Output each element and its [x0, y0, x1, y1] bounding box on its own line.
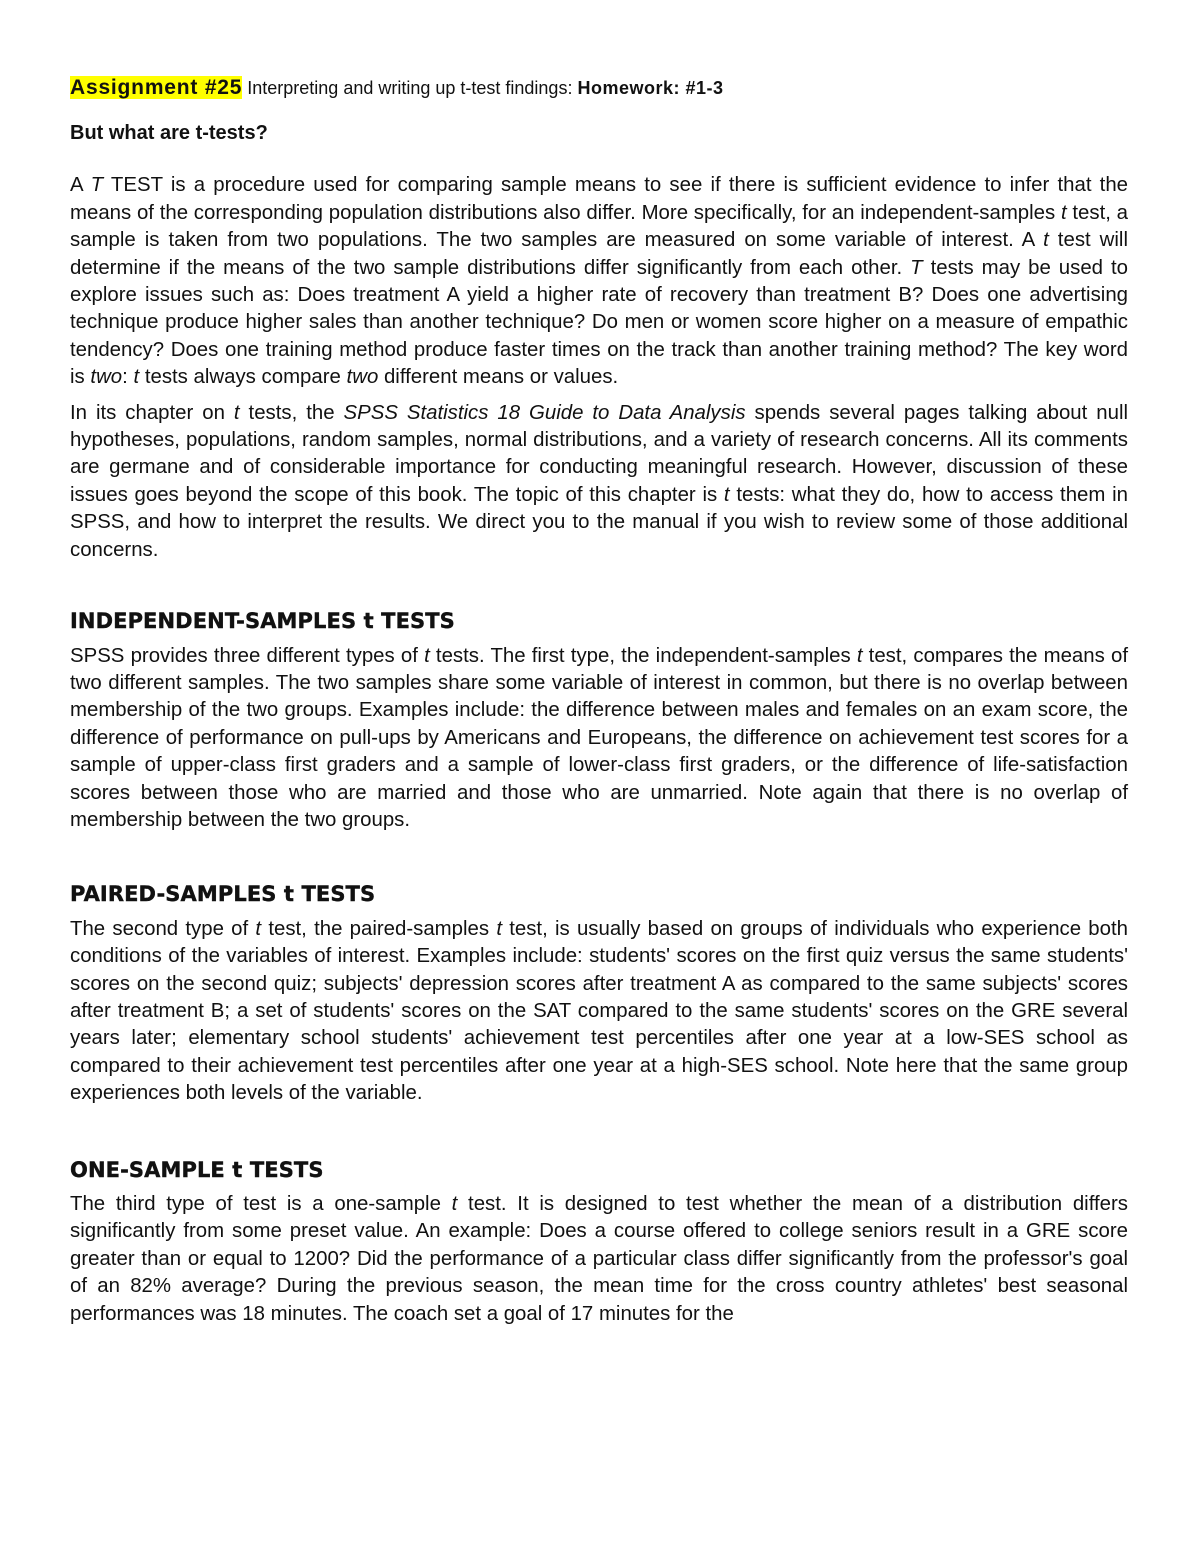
one-sample-paragraph [70, 1191, 1128, 1328]
text-run-italic: t [133, 366, 140, 389]
text-run: tests always compare [139, 366, 347, 389]
heading-one-sample: ONE-SAMPLE t TESTS [70, 1157, 324, 1182]
text-run-italic: t [424, 644, 430, 667]
homework-label: Homework: #1-3 [577, 78, 724, 98]
text-run: test, a sample is taken from two populations. The two samples are measured on some variable of interest. A [70, 201, 1129, 252]
assignment-label: Assignment #25 [70, 76, 243, 99]
text-run: tests, the [239, 401, 344, 424]
text-run: test, is usually based on groups of individuals who experience both conditions of the variables of interest. Examples include: students' scores on the first quiz versus the same students' scores on the second quiz; subjects' depression scores after treatment A as compared to the same subjects' scores after treatment B; a set of students' scores on the SAT compared to the same students' scores on the GRE several years later; elementary school students' achievement test percentiles after one year at a low-SES school as compared to their achievement test percentiles after one year at a high-SES school. Note here that the same group experiences both levels of the variable. [70, 917, 1128, 1105]
text-run: SPSS provides three different types of [70, 644, 425, 667]
text-run-italic: t [496, 917, 502, 940]
text-run: TEST is a procedure used for comparing sample means to see if there is sufficient evidence to infer that the means of the corresponding population distributions also differ. More specifically, for an independent-samples [70, 174, 1128, 224]
text-run: tests may be used to explore issues such as: Does treatment A yield a higher rate of recovery than treatment B? Does one advertising technique produce higher sales than another technique? Do men or women score higher on a measure of empathic tendency? Does one training method produce faster times on the track than another training method? The key word is [70, 256, 1128, 389]
text-run: In its chapter on [70, 401, 234, 424]
paired-samples-paragraph [70, 916, 1128, 1108]
intro-paragraph-1 [70, 172, 1128, 391]
text-run-italic: t [723, 483, 730, 506]
text-run: A [70, 174, 91, 197]
intro-paragraph-2 [70, 400, 1128, 564]
text-run-italic: two [346, 366, 379, 389]
assignment-title: Interpreting and writing up t-test findings: [242, 78, 578, 98]
text-run: tests. The first type, the independent-samples [429, 644, 857, 667]
text-run: : [122, 366, 134, 389]
text-run: different means or values. [378, 366, 619, 389]
heading-paired-samples: PAIRED-SAMPLES t TESTS [70, 882, 376, 907]
text-run-italic: T [910, 256, 923, 279]
assignment-header [70, 74, 1128, 102]
text-run: test will determine if the means of the two sample distributions differ significantly from each other. [70, 229, 1128, 279]
text-run-italic: t [255, 917, 262, 940]
book-title: SPSS Statistics 18 Guide to Data Analysis [343, 401, 746, 424]
text-run: spends several pages talking about null hypotheses, populations, random samples, normal distributions, and a variety of research concerns. All its comments are germane and of considerable importance for conducting meaningful research. However, discussion of these issues goes beyond the scope of this book. The topic of this chapter is [70, 401, 1128, 506]
text-run: test. It is designed to test whether the mean of a distribution differs significantly from some preset value. An example: Does a course offered to college seniors result in a GRE score greater than or equal to 1200? Did the performance of a particular class differ significantly from the professor's goal of an 82% average? During the previous season, the mean time for the cross country athletes' best seasonal performances was 18 minutes. The coach set a goal of 17 minutes for the [70, 1193, 1128, 1325]
document-page [70, 74, 1128, 1336]
text-run: The second type of [70, 917, 256, 940]
heading-independent-samples: INDEPENDENT-SAMPLES t TESTS [70, 609, 455, 634]
text-run: tests: what they do, how to access them in SPSS, and how to interpret the results. We direct you to the manual if you wish to review some of those additional concerns. [70, 483, 1128, 561]
text-run-italic: t [1060, 201, 1067, 224]
text-run-italic: t [856, 644, 863, 667]
text-run: test, compares the means of two different samples. The two samples share some variable of interest in common, but there is no overlap between membership of the two groups. Examples include: the difference between males and females on an exam score, the difference of performance on pull-ups by Americans and Europeans, the difference on achievement test scores for a sample of upper-class first graders and a sample of lower-class first graders, or the difference of life-satisfaction scores between those who are married and those who are unmarried. Note again that there is no overlap of membership between the two groups. [70, 644, 1128, 831]
section-question: But what are t-tests? [70, 122, 268, 144]
text-run-italic: t [1043, 229, 1049, 252]
text-run-italic: T [90, 174, 104, 197]
text-run-italic: t [451, 1193, 458, 1215]
text-run: test, the paired-samples [261, 917, 497, 940]
text-run: The third type of test is a one-sample [70, 1193, 452, 1215]
independent-samples-paragraph [70, 643, 1128, 835]
text-run-italic: two [90, 366, 123, 389]
text-run-italic: t [233, 401, 240, 424]
